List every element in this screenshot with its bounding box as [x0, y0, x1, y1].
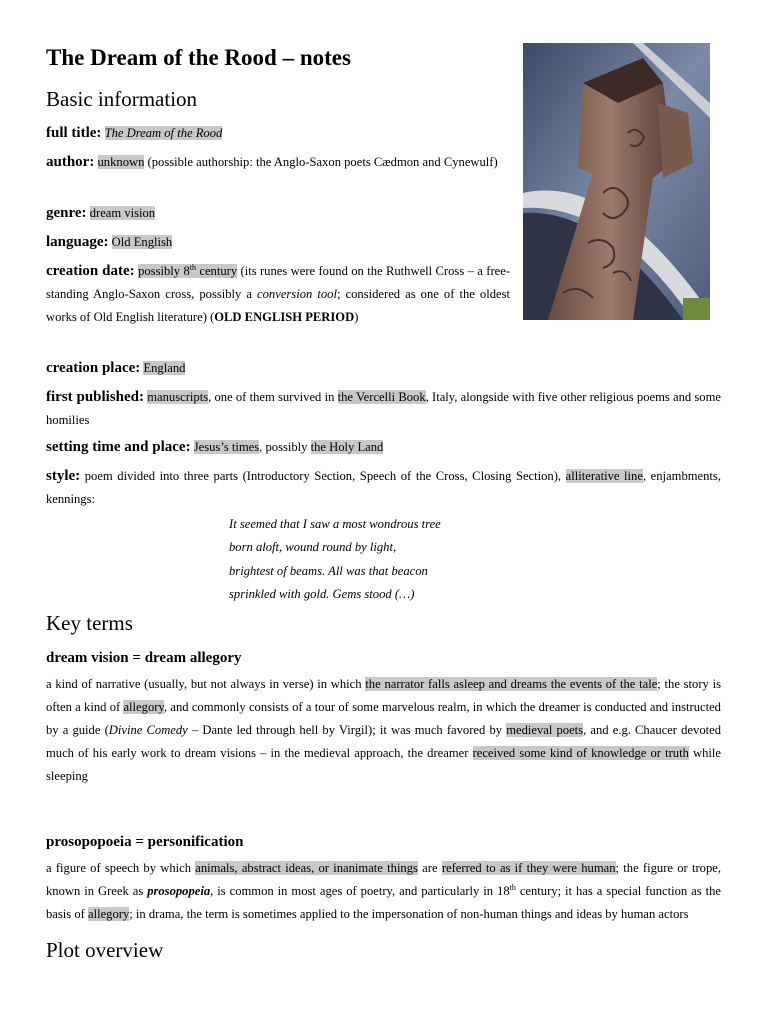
info-value: Old English — [111, 235, 173, 249]
poem-line: sprinkled with gold. Gems stood (…) — [229, 586, 415, 601]
term-definition-dream-vision: a kind of narrative (usually, but not always in verse) in which the narrator falls asleep and dreams the events of the tale; the story is often a kind of allegory, and commonly consists of a tour of some marvelous realm, in which the dreamer is conducted and instructed by a guide (Divine Comedy – Dante led through hell by Virgil); it was much favored by medieval poets, and e.g. Chaucer devoted much of his early work to dream visions – in the medieval approach, the dreamer received some kind of knowledge or truth while sleeping — [46, 677, 721, 783]
info-note: ; considered as one of the oldest works of Old English literature) ( — [46, 287, 510, 324]
info-label: author: — [46, 154, 95, 170]
info-note-italic: conversion tool — [257, 287, 337, 301]
info-language — [46, 231, 510, 254]
info-creation-place — [46, 357, 510, 380]
info-author — [46, 151, 510, 174]
info-label: first published: — [46, 389, 145, 405]
info-style: style: poem divided into three parts (Introductory Section, Speech of the Cross, Closing Section), alliterative line, enjambments, kennings: — [46, 468, 721, 506]
info-label: language: — [46, 234, 109, 250]
term-definition-prosopopoeia: a figure of speech by which animals, abstract ideas, or inanimate things are referred to as if they were human; the figure or trope, known in Greek as prosopopeia, is common in most ages of poetry, and particularly in 18th century; it has a special function as the basis of allegory; in drama, the term is sometimes applied to the impersonation of non-human things and ideas by human actors — [46, 861, 721, 921]
info-value: unknown — [97, 155, 145, 169]
info-label: style: — [46, 468, 81, 484]
info-value: England — [143, 361, 186, 375]
poem-line: born aloft, wound round by light, — [229, 540, 397, 555]
info-genre — [46, 202, 510, 225]
info-value: dream vision — [89, 206, 156, 220]
info-label: setting time and place: — [46, 439, 191, 455]
term-heading-dream-vision: dream vision = dream allegory — [46, 650, 242, 666]
section-heading-plot: Plot overview — [46, 938, 164, 962]
info-creation-date: creation date: possibly 8th century (its runes were found on the Ruthwell Cross – a free-standing Anglo-Saxon cross, possibly a conversion tool; considered as one of the oldest works of Old English literature) (OLD ENGLISH PERIOD) — [46, 262, 511, 324]
section-heading-key-terms: Key terms — [46, 611, 133, 635]
info-value: possibly 8th century — [138, 262, 238, 278]
section-heading-basic: Basic information — [46, 87, 198, 111]
poem-excerpt — [229, 513, 441, 606]
term-heading-prosopopoeia: prosopopoeia = personification — [46, 834, 244, 850]
info-label: genre: — [46, 205, 87, 221]
info-label: creation place: — [46, 360, 141, 376]
info-full-title — [46, 122, 510, 145]
info-label: creation date: — [46, 263, 135, 279]
info-label: full title: — [46, 125, 102, 141]
info-note: (possible authorship: the Anglo-Saxon poets Cædmon and Cynewulf) — [147, 155, 498, 169]
info-first-published: first published: manuscripts, one of them survived in the Vercelli Book, Italy, alongside with five other religious poems and some homilies — [46, 389, 721, 427]
period-label: OLD ENGLISH PERIOD — [214, 310, 355, 324]
ruthwell-cross-photo — [523, 43, 710, 320]
poem-line: brightest of beams. All was that beacon — [229, 563, 428, 578]
page-title: The Dream of the Rood – notes — [46, 45, 351, 70]
info-setting: setting time and place: Jesus’s times, possibly the Holy Land — [46, 439, 384, 455]
poem-line: It seemed that I saw a most wondrous tree — [229, 517, 441, 531]
info-value: The Dream of the Rood — [104, 126, 223, 140]
info-note: (its runes were found on the Ruthwell Cross – a free-standing Anglo-Saxon cross, possibly a — [46, 264, 511, 301]
